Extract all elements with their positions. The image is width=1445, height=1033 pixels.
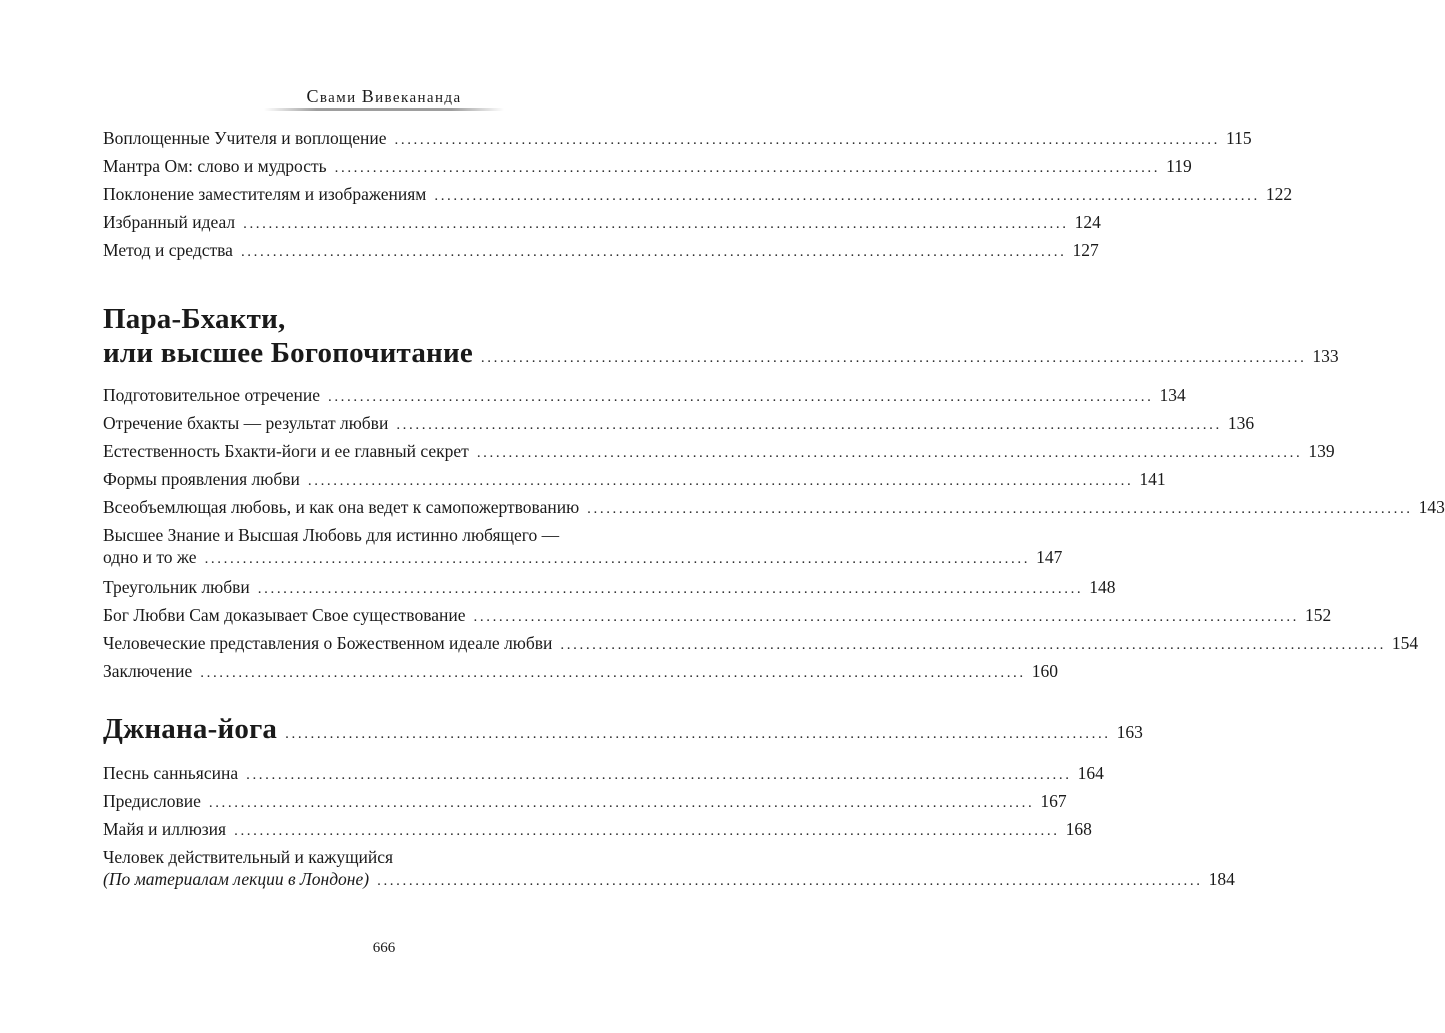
section-heading-page: 133 xyxy=(1312,346,1339,366)
dot-leader: .................................................................................................................................. xyxy=(307,473,1134,489)
toc-entry[interactable] xyxy=(103,469,1166,492)
toc-entry-title: одно и то же xyxy=(103,547,197,567)
toc-entry-page: 164 xyxy=(1077,763,1104,783)
toc-entry-page: 152 xyxy=(1305,605,1332,625)
toc-entry-title: Формы проявления любви xyxy=(103,469,300,489)
toc-entry-title: Естественность Бхакти-йоги и ее главный секрет xyxy=(103,441,469,461)
dot-leader: .................................................................................................................................. xyxy=(480,350,1307,366)
toc-entry-page: 143 xyxy=(1418,497,1445,517)
toc-entry-page: 122 xyxy=(1265,184,1293,204)
running-head-rule xyxy=(264,108,504,111)
section-heading-page: 163 xyxy=(1116,722,1143,742)
section-heading-line1: Пара-Бхакти, xyxy=(103,303,286,335)
toc-entry[interactable] xyxy=(103,156,1192,179)
dot-leader: .................................................................................................................................. xyxy=(246,767,1072,783)
dot-leader: .................................................................................................................................. xyxy=(396,417,1222,433)
toc-entry-title: (По материалам лекции в Лондоне) xyxy=(103,869,370,889)
toc-entry-title: Всеобъемлющая любовь, и как она ведет к самопожертвованию xyxy=(103,497,580,517)
toc-entry[interactable] xyxy=(103,547,1063,570)
section-heading: Джнана-йога xyxy=(103,713,278,745)
toc-entry-page: 154 xyxy=(1391,633,1419,653)
dot-leader: .................................................................................................................................. xyxy=(377,873,1203,889)
toc-entry[interactable] xyxy=(103,791,1067,814)
dot-leader: .................................................................................................................................. xyxy=(473,609,1300,625)
toc-entry[interactable] xyxy=(103,413,1255,436)
toc-entry[interactable] xyxy=(103,819,1092,842)
dot-leader: .................................................................................................................................. xyxy=(476,445,1303,461)
dot-leader: .................................................................................................................................. xyxy=(234,823,1060,839)
toc-entry-title: Бог Любви Сам доказывает Свое существование xyxy=(103,605,466,625)
toc-entry-page: 124 xyxy=(1074,212,1101,232)
toc-entry[interactable] xyxy=(103,577,1116,600)
toc-entry[interactable] xyxy=(103,763,1104,786)
toc-entry-title: Майя и иллюзия xyxy=(103,819,227,839)
dot-leader: .................................................................................................................................. xyxy=(200,665,1026,681)
section-heading-entry[interactable] xyxy=(103,336,1339,370)
toc-entry-title: Отречение бхакты — результат любви xyxy=(103,413,389,433)
toc-entry-page: 167 xyxy=(1040,791,1067,811)
dot-leader: .................................................................................................................................. xyxy=(327,389,1154,405)
toc-entry-title: Предисловие xyxy=(103,791,201,811)
toc-entry-title-line1: Высшее Знание и Высшая Любовь для истинно любящего — xyxy=(103,525,560,545)
toc-entry[interactable] xyxy=(103,869,1235,892)
toc-entry-page: 184 xyxy=(1208,869,1235,889)
toc-entry-page: 119 xyxy=(1166,156,1192,176)
toc-entry[interactable] xyxy=(103,240,1099,263)
toc-entry-page: 168 xyxy=(1065,819,1092,839)
toc-entry[interactable] xyxy=(103,497,1445,520)
toc-entry-page: 127 xyxy=(1072,240,1099,260)
toc-entry-title: Треугольник любви xyxy=(103,577,250,597)
toc-entry-title: Метод и средства xyxy=(103,240,233,260)
dot-leader: .................................................................................................................................. xyxy=(257,581,1084,597)
dot-leader: .................................................................................................................................. xyxy=(208,795,1035,811)
toc-entry-title-line1: Человек действительный и кажущийся xyxy=(103,847,394,867)
toc-entry[interactable] xyxy=(103,212,1101,235)
running-head-initial-2: В xyxy=(361,86,376,106)
toc-entry-page: 147 xyxy=(1036,547,1063,567)
running-head xyxy=(0,86,768,107)
running-head-text: вами xyxy=(319,90,362,106)
toc-entry[interactable] xyxy=(103,184,1293,207)
dot-leader: .................................................................................................................................. xyxy=(587,501,1413,517)
dot-leader: .................................................................................................................................. xyxy=(334,160,1161,176)
toc-entry-title: Человеческие представления о Божественном идеале любви xyxy=(103,633,553,653)
toc-entry-page: 139 xyxy=(1308,441,1335,461)
toc-entry-title: Избранный идеал xyxy=(103,212,236,232)
toc-entry-page: 141 xyxy=(1139,469,1166,489)
toc-entry-title: Поклонение заместителям и изображениям xyxy=(103,184,427,204)
dot-leader: .................................................................................................................................. xyxy=(285,726,1111,742)
dot-leader: .................................................................................................................................. xyxy=(243,216,1069,232)
running-head-text-2: ивекананда xyxy=(375,90,462,106)
toc-entry-page: 160 xyxy=(1031,661,1058,681)
toc-entry-title: Воплощенные Учителя и воплощение xyxy=(103,128,387,148)
section-heading-entry[interactable] xyxy=(103,712,1143,746)
toc-entry[interactable] xyxy=(103,441,1335,464)
toc-entry-title: Заключение xyxy=(103,661,193,681)
toc-entry[interactable] xyxy=(103,605,1332,628)
toc-entry[interactable] xyxy=(103,633,1419,656)
page-number: 666 xyxy=(372,940,396,956)
dot-leader: .................................................................................................................................. xyxy=(560,637,1386,653)
toc-entry-page: 148 xyxy=(1089,577,1116,597)
toc-entry-title: Песнь санньясина xyxy=(103,763,239,783)
dot-leader: .................................................................................................................................. xyxy=(434,188,1260,204)
dot-leader: .................................................................................................................................. xyxy=(394,132,1220,148)
toc-entry[interactable] xyxy=(103,128,1252,151)
toc-entry-page: 136 xyxy=(1227,413,1255,433)
dot-leader: .................................................................................................................................. xyxy=(240,244,1067,260)
toc-entry-page: 134 xyxy=(1159,385,1186,405)
toc-entry-title: Мантра Ом: слово и мудрость xyxy=(103,156,327,176)
toc-entry[interactable] xyxy=(103,661,1058,684)
toc-entry-title: Подготовительное отречение xyxy=(103,385,320,405)
section-heading-line2: или высшее Богопочитание xyxy=(103,337,473,369)
toc-entry[interactable] xyxy=(103,385,1186,408)
toc-entry-page: 115 xyxy=(1226,128,1252,148)
dot-leader: .................................................................................................................................. xyxy=(204,551,1031,567)
running-head-initial: С xyxy=(306,86,320,106)
